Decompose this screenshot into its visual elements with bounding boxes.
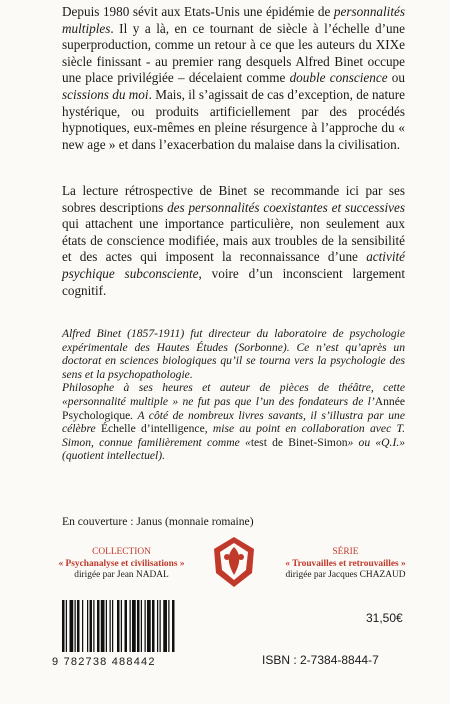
text: qui attachent une importance particulière, non seulement aux états de conscience modifiée, mais aux troubles de la sensibilité et des actes qui imposent la reconnaissance d’une <box>62 216 405 265</box>
text: » (quotient intellectuel). <box>62 435 405 463</box>
text: Q.I. <box>381 435 400 449</box>
collection-right <box>268 547 423 582</box>
emphasis: double conscience <box>289 70 388 86</box>
text: La lecture rétrospective de Binet se recommande ici par ses sobres descriptions <box>62 183 405 215</box>
emphasis: activité psychique subconsciente <box>62 249 405 281</box>
author-bio <box>62 327 405 463</box>
text: , mise au point en collaboration avec T. Simon, connue familièrement comme « <box>62 422 405 449</box>
bio-paragraph-1: Alfred Binet (1857-1911) fut directeur du laboratoire de psychologie expérimentale des Hautes Études (Sorbonne). Ce n’est qu’après un doctorat en sciences biologiques qu’il se tourna vers la psychologie des sens et la psychopathologie. <box>62 327 405 381</box>
text: Depuis 1980 sévit aux Etats-Unis une épidémie de <box>62 4 334 19</box>
bio-paragraph-2 <box>62 381 405 463</box>
text: Philosophe à ses heures et auteur de pièces de théâtre, cette «personnalité multiple » ne fut pas que l’un des fondateurs de l’ <box>62 381 405 408</box>
price: 31,50€ <box>366 611 403 625</box>
emphasis: des personnalités coexistantes et successives <box>167 199 405 215</box>
text: , voire d’un inconscient largement cognitif. <box>62 265 405 298</box>
paragraph-binet <box>62 183 405 299</box>
text: . A côté de nombreux livres savants, il s’illustra par une célèbre <box>62 408 405 436</box>
emphasis: personnalités multiples <box>62 4 405 36</box>
barcode-icon <box>58 600 220 656</box>
cover-credit: En couverture : Janus (monnaie romaine) <box>62 515 254 528</box>
series-name: « Trouvailles et retrouvailles » <box>285 558 406 569</box>
text: . Il y a là, en ce tournant de siècle à l’échelle d’une superproduction, comme un retour à ce que les auteurs du XIXe siècle finissant - au premier rang desquels Alfred Binet occupe une place privilégiée – décelaient comme <box>62 20 405 86</box>
series-title: SÉRIE <box>332 547 359 557</box>
emphasis: scissions du moi <box>62 86 149 102</box>
collection-name: « Psychanalyse et civilisations » <box>58 558 185 569</box>
text: . Mais, il s’agissait de cas d’exception, de nature hystérique, ou produits artificiellement par des procédés hypnotiques, eux-mêmes en pleine résurgence à l’approche du « new age » et dans l’exacerbation du malaise dans la civilisation. <box>62 86 405 152</box>
collection-left <box>44 547 199 582</box>
paragraph-intro <box>62 4 405 153</box>
text: » ou « <box>347 435 382 449</box>
text: test de Binet-Simon <box>250 435 348 449</box>
text: ou <box>387 70 405 86</box>
isbn: ISBN : 2-7384-8844-7 <box>262 653 379 667</box>
barcode-digits: 9 782738 488442 <box>52 656 156 668</box>
text: Échelle d’intelligence <box>100 422 205 436</box>
collection-title: COLLECTION <box>92 547 151 557</box>
collection-director: dirigée par Jean NADAL <box>74 570 169 581</box>
series-director: dirigée par Jacques CHAZAUD <box>285 570 406 581</box>
text: Année Psychologique <box>62 394 405 422</box>
publisher-logo-icon <box>210 535 258 589</box>
